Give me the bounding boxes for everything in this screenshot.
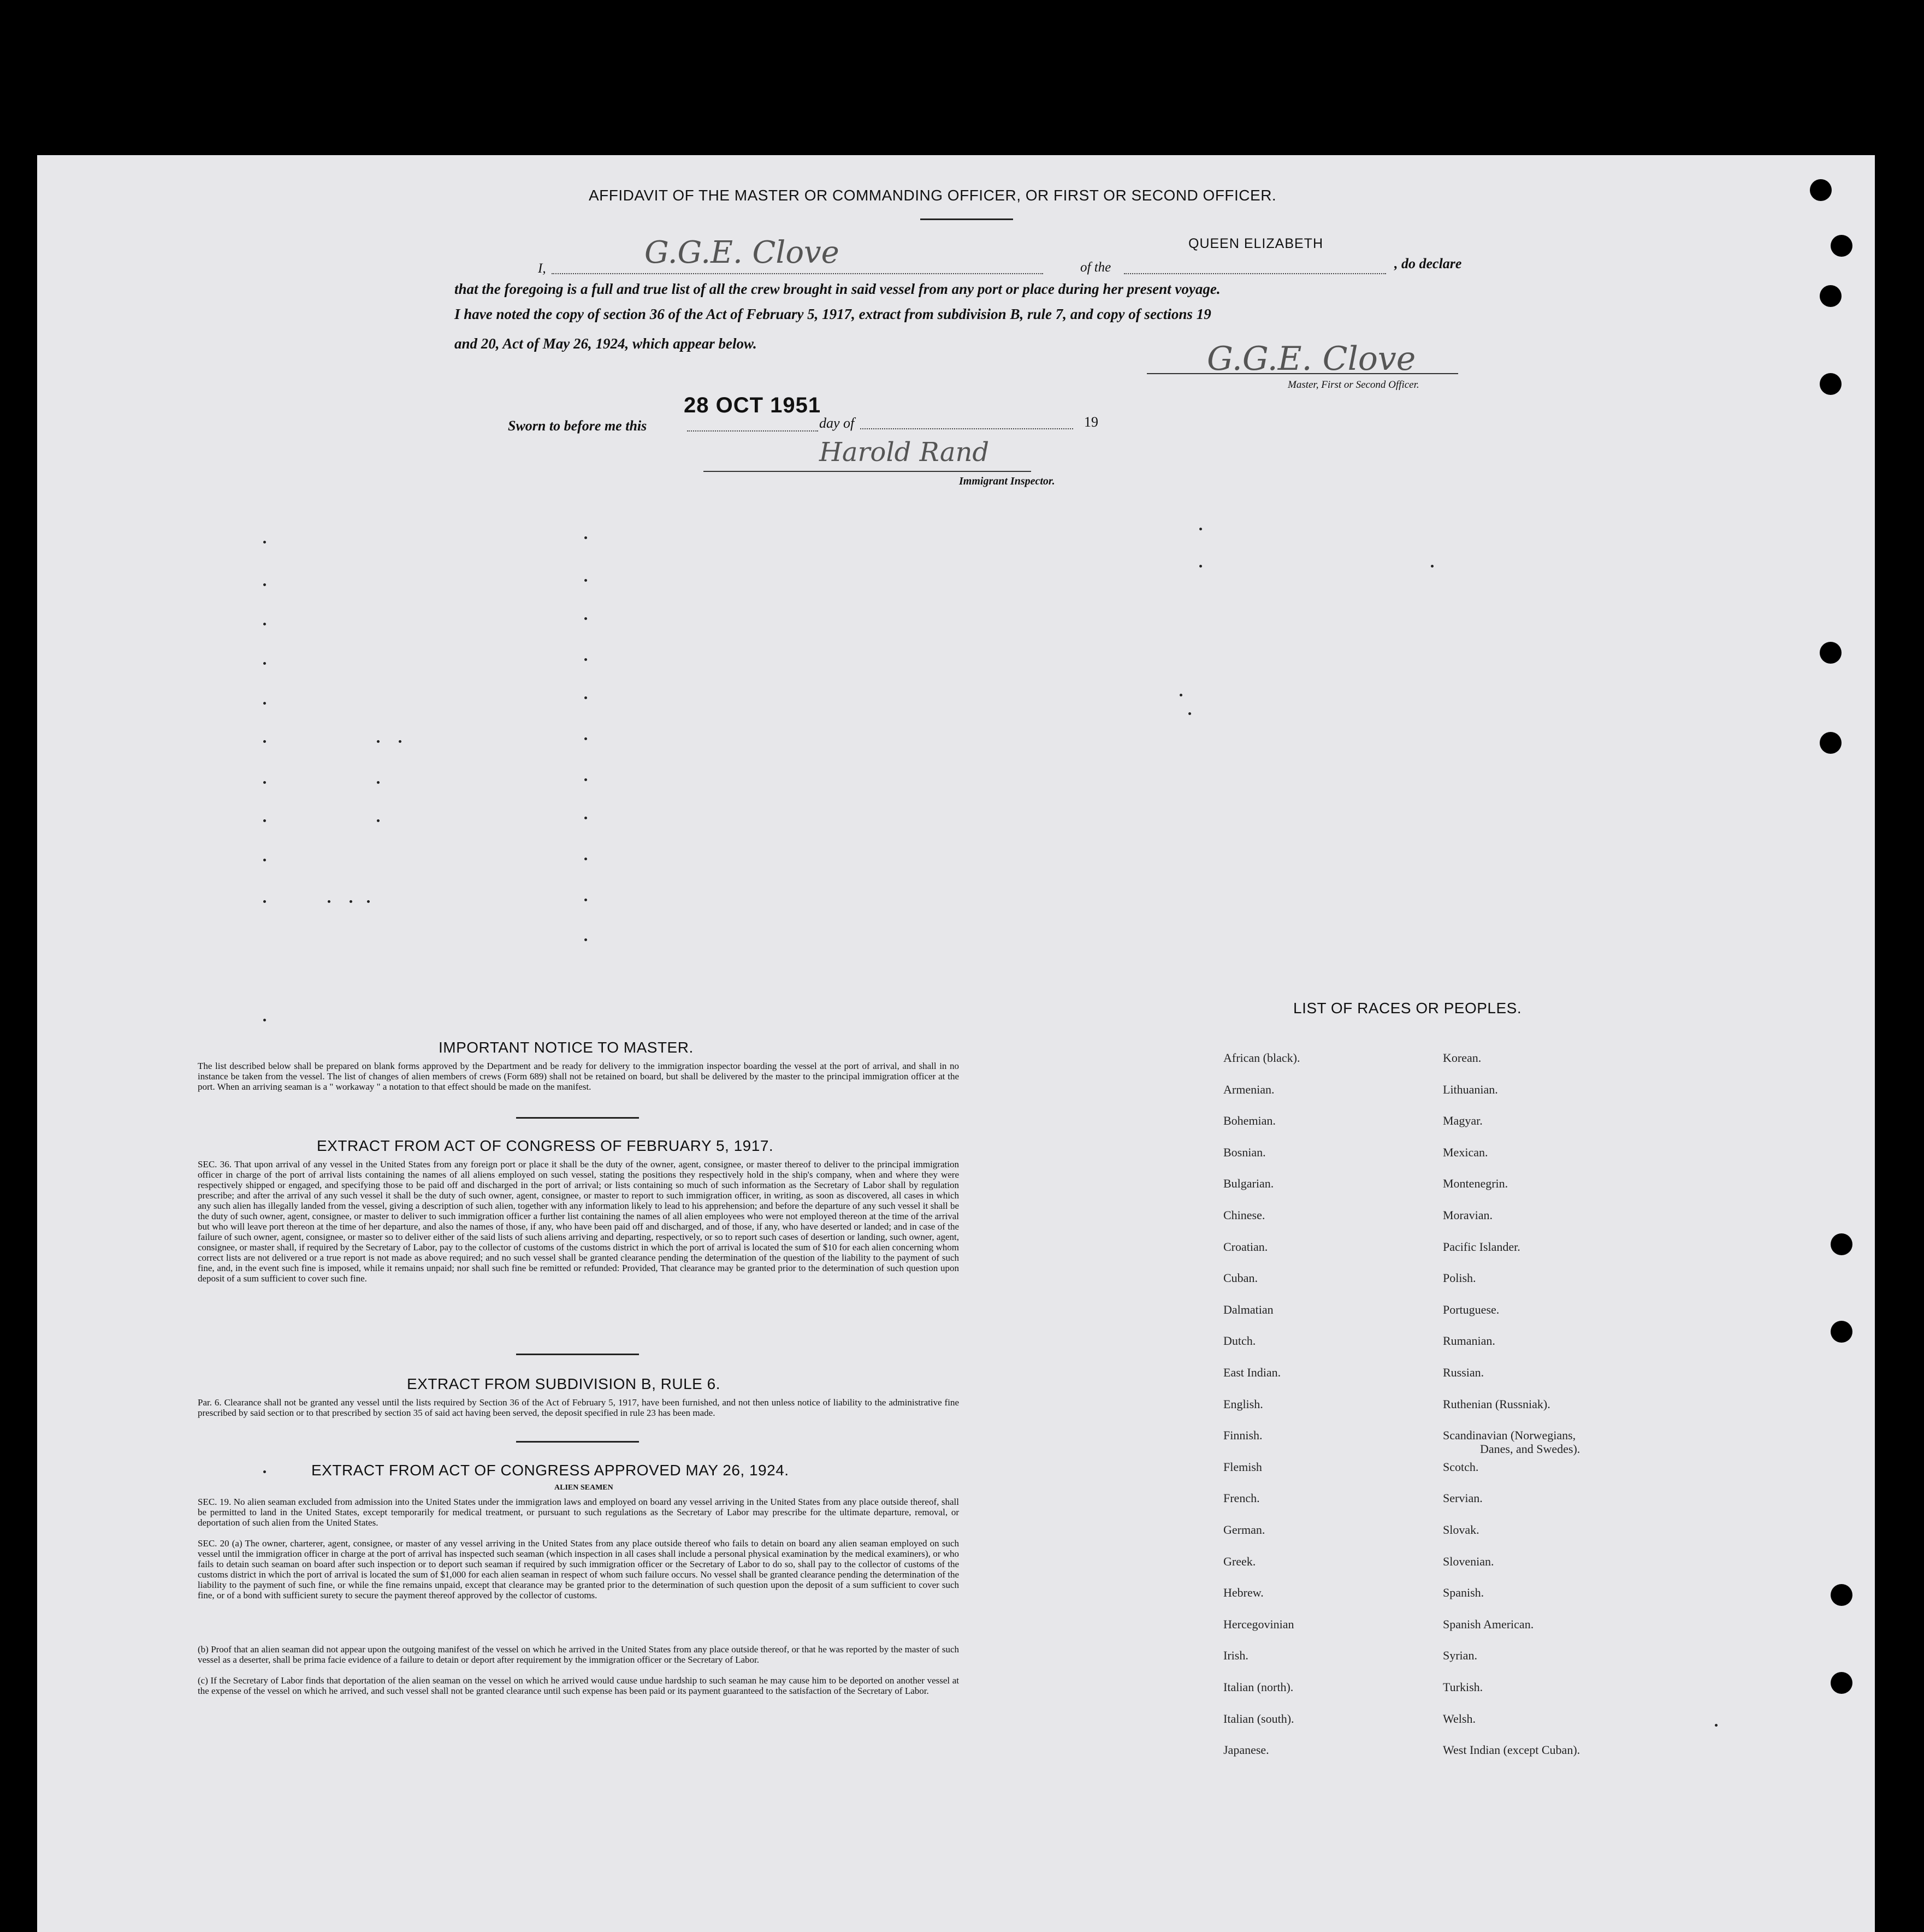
speck xyxy=(584,778,587,781)
speck xyxy=(377,740,380,743)
vessel-name-field xyxy=(1124,273,1386,274)
extract-rule6-body: Par. 6. Clearance shall not be granted any vessel until the lists required by Section 36 of the Act of February 5, 1917, have been furnished, and not then unless notice of liability to the administrative fine prescribed by said section or to that prescribed by section 35 of said act having been served, the deposit specified in rule 23 has been made. xyxy=(198,1397,959,1418)
speck xyxy=(263,702,266,705)
speck xyxy=(584,938,587,941)
inspector-caption: Immigrant Inspector. xyxy=(959,475,1055,487)
race-item: Lithuanian. xyxy=(1443,1083,1498,1096)
sworn-prefix: Sworn to before me this xyxy=(508,418,647,434)
race-item: Servian. xyxy=(1443,1491,1483,1505)
race-item: Turkish. xyxy=(1443,1680,1483,1694)
punch-hole xyxy=(1820,642,1842,664)
speck xyxy=(584,899,587,901)
document-page xyxy=(37,155,1875,1932)
race-item: Welsh. xyxy=(1443,1712,1476,1726)
speck xyxy=(1188,712,1191,715)
race-item: Scotch. xyxy=(1443,1460,1479,1474)
race-item: Dutch. xyxy=(1223,1334,1256,1348)
inspector-signature: Harold Rand xyxy=(819,437,990,468)
extract-1924-sec19: SEC. 19. No alien seaman excluded from admission into the United States under the immigration laws and employed on board any vessel arriving in the United States from any place outside thereof, shall be permitted to land in the United States, except temporarily for medical treatment, or pursuant to such regulations as the Secretary of Labor may prescribe for the ultimate departure, removal, or deportation of such alien from the United States. xyxy=(198,1497,959,1528)
race-item: Spanish. xyxy=(1443,1586,1484,1599)
race-item: Dalmatian xyxy=(1223,1303,1274,1316)
race-item: Irish. xyxy=(1223,1649,1248,1662)
race-item: Armenian. xyxy=(1223,1083,1275,1096)
divider xyxy=(920,218,1013,220)
speck xyxy=(263,541,266,543)
speck xyxy=(1199,565,1202,568)
race-item: Polish. xyxy=(1443,1271,1476,1285)
race-item: Rumanian. xyxy=(1443,1334,1495,1348)
divider xyxy=(516,1117,639,1119)
race-item: Hercegovinian xyxy=(1223,1617,1294,1631)
race-item: Korean. xyxy=(1443,1051,1482,1065)
race-item: Moravian. xyxy=(1443,1208,1493,1222)
speck xyxy=(1431,565,1434,568)
race-item: Russian. xyxy=(1443,1366,1484,1379)
master-signature: G.G.E. Clove xyxy=(1207,340,1416,378)
speck xyxy=(377,781,380,784)
affidavit-title: AFFIDAVIT OF THE MASTER OR COMMANDING OFFICER, OR FIRST OR SECOND OFFICER. xyxy=(589,187,1277,204)
sworn-day-of: day of xyxy=(819,415,855,431)
extract-1924-sec20a: SEC. 20 (a) The owner, charterer, agent, consignee, or master of any vessel arriving in the United States from any place outside thereof who fails to detain on board any alien seaman employed on such vessel until the immigration officer in charge at the port of arrival has inspected such seaman (which inspection in all cases shall include a personal physical examination by the medical examiners), or who fails to detain such seaman on board after such inspection or to deport such seaman if required by such immigration officer or the Secretary of Labor to do so, shall pay to the collector of customs of the customs district in which the port of arrival is located the sum of $1,000 for each alien seaman in respect of whom such failure occurs. No vessel shall be granted clearance pending the determination of the liability to the payment of such fine, or while the fine remains unpaid, except that clearance may be granted prior to the determination of such question upon the deposit of a sum sufficient to cover such fine, or of a bond with sufficient surety to secure the payment thereof approved by the collector of customs. xyxy=(198,1538,959,1600)
sworn-month-field xyxy=(860,428,1073,429)
speck xyxy=(377,819,380,822)
race-item: English. xyxy=(1223,1397,1263,1411)
affidavit-i-label: I, xyxy=(538,261,546,276)
race-item: Mexican. xyxy=(1443,1145,1488,1159)
speck xyxy=(263,819,266,822)
race-item: Ruthenian (Russniak). xyxy=(1443,1397,1550,1411)
punch-hole xyxy=(1831,1321,1852,1343)
race-item: Magyar. xyxy=(1443,1114,1483,1127)
divider xyxy=(516,1354,639,1355)
race-item: Syrian. xyxy=(1443,1649,1477,1662)
race-item: West Indian (except Cuban). xyxy=(1443,1743,1580,1757)
speck xyxy=(263,1470,266,1473)
race-item: Portuguese. xyxy=(1443,1303,1500,1316)
race-item: Spanish American. xyxy=(1443,1617,1534,1631)
punch-hole xyxy=(1831,1233,1852,1255)
race-item: Flemish xyxy=(1223,1460,1262,1474)
race-item: African (black). xyxy=(1223,1051,1300,1065)
master-caption: Master, First or Second Officer. xyxy=(1288,379,1419,391)
master-name-field xyxy=(552,273,1043,274)
race-item: Bosnian. xyxy=(1223,1145,1266,1159)
affidavit-body-line2: I have noted the copy of section 36 of the Act of February 5, 1917, extract from subdivision B, rule 7, and copy of sections 19 xyxy=(454,306,1211,322)
speck xyxy=(584,858,587,860)
notice-body: The list described below shall be prepared on blank forms approved by the Department and be ready for delivery to the immigration inspector boarding the vessel at the port of arrival, and shall in no instance be taken from the vessel. The list of changes of alien members of crews (Form 689) shall not be retained on board, but shall be delivered by the master to the principal immigration officer at the port. When an arriving seaman is a " workaway " a notation to that effect should be made on the manifest. xyxy=(198,1061,959,1092)
race-item: German. xyxy=(1223,1523,1265,1537)
speck xyxy=(584,617,587,620)
race-item: Montenegrin. xyxy=(1443,1177,1508,1190)
race-item: Chinese. xyxy=(1223,1208,1265,1222)
extract-1924-sec20c: (c) If the Secretary of Labor finds that deportation of the alien seaman on the vessel on which he arrived would cause undue hardship to such seaman he may cause him to be deported on another vessel at the expense of the vessel on which he arrived, and such vessel shall not be granted clearance until such expense has been paid or its payment guaranteed to the satisfaction of the Secretary of Labor. xyxy=(198,1675,959,1696)
race-item: Cuban. xyxy=(1223,1271,1258,1285)
speck xyxy=(1180,694,1182,696)
race-item: Slovak. xyxy=(1443,1523,1479,1537)
divider xyxy=(516,1441,639,1443)
speck xyxy=(584,579,587,582)
races-title: LIST OF RACES OR PEOPLES. xyxy=(1293,1000,1522,1017)
speck xyxy=(584,696,587,699)
extract-1917-body: SEC. 36. That upon arrival of any vessel in the United States from any foreign port or place it shall be the duty of the owner, agent, consignee, or master thereof to deliver to the principal immigration officer in charge of the port of arrival lists containing the names of all aliens employed on such vessel, stating the positions they respectively hold in the ship's company, when and where they were respectively shipped or engaged, and specifying those to be paid off and discharged in the port of arrival; or lists containing so much of such information as the Secretary of Labor shall by regulation prescribe; and after the arrival of any such vessel it shall be the duty of such owner, agent, consignee, or master to report to such immigration officer, in writing, as soon as discovered, all cases in which any such alien has illegally landed from the vessel, giving a description of such alien, together with any information likely to lead to his apprehension; and before the departure of any such vessel it shall be the duty of such owner, agent, consignee, or master to deliver to such immigration officer a further list containing the names of all alien employees who were not employed thereon at the time of the arrival but who will leave port thereon at the time of her departure, and also the names of those, if any, who have been paid off and discharged, and of those, if any, who have deserted or landed; and in case of the failure of such owner, agent, consignee, or master so to deliver either of the said lists of such aliens arriving and departing, respectively, or so to report such cases of desertion or landing, such owner, agent, consignee, or master shall, if required by the Secretary of Labor, pay to the collector of customs of the customs district in which the port of arrival is located the sum of $10 for each alien concerning whom correct lists are not delivered or a true report is not made as above required; and no such vessel shall be granted clearance pending the determination of the question of the liability to the payment of such fine, and, in the event such fine is imposed, while it remains unpaid; nor shall such fine be remitted or refunded: Provided, That clearance may be granted prior to the determination of such question upon deposit of a sum sufficient to cover such fine. xyxy=(198,1159,959,1284)
sworn-year-prefix: 19 xyxy=(1084,414,1098,430)
speck xyxy=(584,817,587,819)
extract-1924-title: EXTRACT FROM ACT OF CONGRESS APPROVED MAY 26, 1924. xyxy=(311,1462,789,1479)
speck xyxy=(584,737,587,740)
race-item: Japanese. xyxy=(1223,1743,1269,1757)
extract-rule6-title: EXTRACT FROM SUBDIVISION B, RULE 6. xyxy=(407,1375,720,1392)
race-item-continuation: Danes, and Swedes). xyxy=(1480,1442,1580,1456)
speck xyxy=(367,900,370,903)
race-item: Italian (north). xyxy=(1223,1680,1294,1694)
punch-hole xyxy=(1831,235,1852,257)
race-item: Finnish. xyxy=(1223,1428,1263,1442)
punch-hole xyxy=(1831,1584,1852,1606)
speck xyxy=(328,900,330,903)
affidavit-of-the: of the xyxy=(1080,260,1111,275)
vessel-name: QUEEN ELIZABETH xyxy=(1188,236,1323,251)
race-item: Scandinavian (Norwegians, xyxy=(1443,1428,1576,1442)
extract-1924-subtitle: ALIEN SEAMEN xyxy=(554,1484,613,1492)
speck xyxy=(263,1019,266,1021)
speck xyxy=(263,859,266,861)
sworn-day-field xyxy=(687,430,818,432)
race-item: Greek. xyxy=(1223,1555,1256,1568)
master-signature-top: G.G.E. Clove xyxy=(644,235,839,270)
punch-hole xyxy=(1820,732,1842,754)
speck xyxy=(584,536,587,539)
speck xyxy=(1199,528,1202,530)
affidavit-body-line3: and 20, Act of May 26, 1924, which appear below. xyxy=(454,335,757,352)
race-item: Bohemian. xyxy=(1223,1114,1276,1127)
extract-1917-title: EXTRACT FROM ACT OF CONGRESS OF FEBRUARY 5, 1917. xyxy=(317,1137,774,1154)
race-item: French. xyxy=(1223,1491,1260,1505)
speck xyxy=(263,781,266,784)
race-item: Pacific Islander. xyxy=(1443,1240,1520,1254)
affidavit-body-line1: that the foregoing is a full and true list of all the crew brought in said vessel from any port or place during her present voyage. xyxy=(454,281,1221,297)
speck xyxy=(399,740,401,743)
speck xyxy=(263,740,266,743)
inspector-signature-line xyxy=(703,471,1031,472)
race-item: Slovenian. xyxy=(1443,1555,1494,1568)
punch-hole xyxy=(1810,179,1832,201)
punch-hole xyxy=(1831,1672,1852,1694)
speck xyxy=(584,658,587,661)
affidavit-do-declare: , do declare xyxy=(1394,256,1462,271)
speck xyxy=(1715,1724,1718,1727)
speck xyxy=(263,623,266,625)
race-item: Hebrew. xyxy=(1223,1586,1264,1599)
speck xyxy=(263,662,266,665)
sworn-date-stamp: 28 OCT 1951 xyxy=(684,393,821,417)
extract-1924-sec20b: (b) Proof that an alien seaman did not appear upon the outgoing manifest of the vessel on which he arrived in the United States from any place outside thereof, or that he was reported by the master of such vessel as a deserter, shall be prima facie evidence of a failure to detain or deport after requirement by the immigration officer or the Secretary of Labor. xyxy=(198,1644,959,1665)
speck xyxy=(350,900,352,903)
master-signature-line xyxy=(1147,373,1458,374)
punch-hole xyxy=(1820,285,1842,307)
race-item: Italian (south). xyxy=(1223,1712,1294,1726)
notice-title: IMPORTANT NOTICE TO MASTER. xyxy=(439,1039,694,1056)
race-item: East Indian. xyxy=(1223,1366,1281,1379)
race-item: Croatian. xyxy=(1223,1240,1268,1254)
speck xyxy=(263,583,266,586)
speck xyxy=(263,900,266,903)
punch-hole xyxy=(1820,373,1842,395)
race-item: Bulgarian. xyxy=(1223,1177,1274,1190)
